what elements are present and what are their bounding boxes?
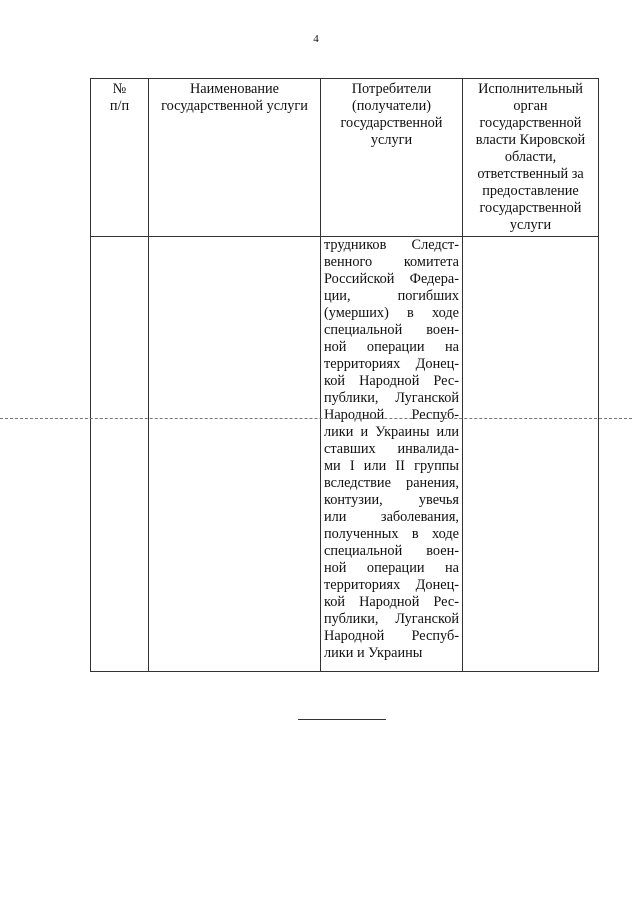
consumers-text-line: ной операции на xyxy=(324,339,459,355)
consumers-text-line: лики и Украины xyxy=(324,645,423,661)
consumers-text-line: Народной Респуб- xyxy=(324,628,459,644)
consumers-text-line: специальной воен- xyxy=(324,322,459,338)
consumers-text-line: лики и Украины или xyxy=(324,424,459,440)
services-table xyxy=(90,78,599,672)
header-number-text: № п/п xyxy=(109,81,130,114)
header-authority-text: Исполнительный орган государственной власти Кировской области, ответственный за предоставление государственной услуги xyxy=(475,81,586,233)
consumers-text-line: территориях Донец- xyxy=(324,577,459,593)
consumers-text-line: ции, погибших xyxy=(324,288,459,304)
consumers-text-line: Российской Федера- xyxy=(324,271,459,287)
consumers-text-line: или заболевания, xyxy=(324,509,459,525)
fold-line xyxy=(0,418,632,419)
consumers-text-line: ми I или II группы xyxy=(324,458,459,474)
consumers-text-line: ставших инвалида- xyxy=(324,441,459,457)
table-header-row xyxy=(91,79,599,237)
consumers-text-line: территориях Донец- xyxy=(324,356,459,372)
page-number: 4 xyxy=(313,33,319,45)
consumers-text-line: кой Народной Рес- xyxy=(324,373,459,389)
header-consumers-text: Потребители (получатели) государственной услуги xyxy=(340,81,443,148)
header-service-name-text: Наименование государственной услуги xyxy=(161,81,308,114)
cell-number xyxy=(91,237,149,672)
consumers-text-line: венного комитета xyxy=(324,254,459,270)
consumers-text-line: кой Народной Рес- xyxy=(324,594,459,610)
table-row xyxy=(91,237,599,672)
cell-authority xyxy=(463,237,599,672)
consumers-text-line: Народной Респуб- xyxy=(324,407,459,423)
cell-service-name xyxy=(149,237,321,672)
header-service-name xyxy=(149,79,321,237)
header-authority xyxy=(463,79,599,237)
consumers-text-line: вследствие ранения, xyxy=(324,475,459,491)
consumers-text-line: трудников Следст- xyxy=(324,237,459,253)
consumers-text-line: ной операции на xyxy=(324,560,459,576)
closing-line xyxy=(298,719,386,720)
consumers-text-line: публики, Луганской xyxy=(324,611,459,627)
consumers-text-line: специальной воен- xyxy=(324,543,459,559)
header-consumers xyxy=(321,79,463,237)
consumers-text-line: полученных в ходе xyxy=(324,526,459,542)
header-number xyxy=(91,79,149,237)
consumers-text-line: контузии, увечья xyxy=(324,492,459,508)
consumers-text-line: публики, Луганской xyxy=(324,390,459,406)
cell-consumers xyxy=(321,237,463,672)
consumers-text-line: (умерших) в ходе xyxy=(324,305,459,321)
